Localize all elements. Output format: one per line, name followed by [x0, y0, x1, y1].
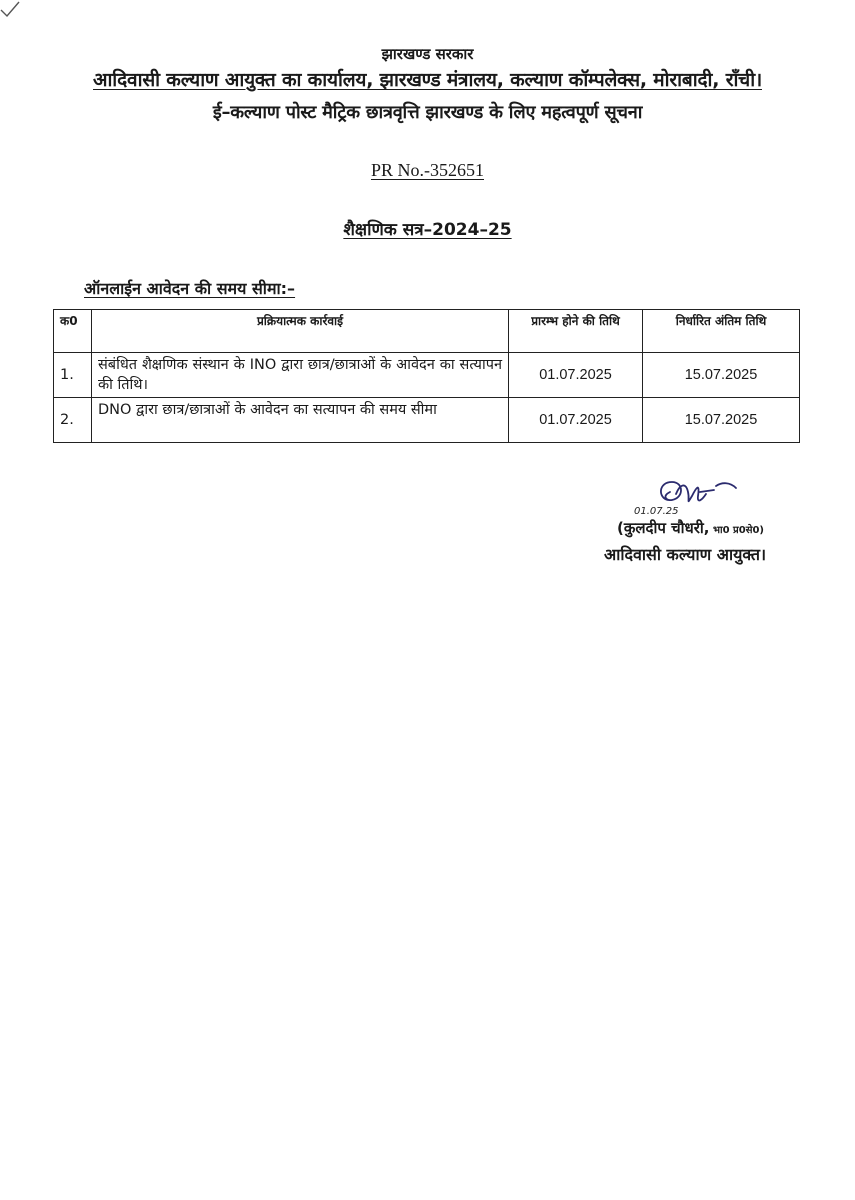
row-end-date: 15.07.2025: [643, 353, 800, 398]
signatory-designation: आदिवासी कल्याण आयुक्त।: [604, 545, 767, 564]
academic-session: शैक्षणिक सत्र–2024–25: [343, 220, 512, 240]
signatory-name: [617, 518, 764, 538]
row-end-date: 15.07.2025: [643, 398, 800, 443]
signatory-degree: भा0 प्र0से0): [709, 525, 764, 536]
row-start-date: 01.07.2025: [509, 398, 643, 443]
corner-tick-mark: [0, 0, 20, 18]
header-action: प्रक्रियात्मक कार्रवाई: [92, 310, 509, 353]
notice-title: ई–कल्याण पोस्ट मैट्रिक छात्रवृत्ति झारखण्ड के लिए महत्वपूर्ण सूचना: [212, 102, 643, 123]
row-serial: 1.: [54, 353, 92, 398]
signatory-name-text: (कुलदीप चौधरी,: [617, 519, 710, 537]
government-name: झारखण्ड सरकार: [381, 45, 474, 63]
header-end-date: निर्धारित अंतिम तिथि: [643, 310, 800, 353]
table-row: [54, 353, 800, 398]
row-action: संबंधित शैक्षणिक संस्थान के INO द्वारा छात्र/छात्राओं के आवेदन का सत्यापन की तिथि।: [92, 353, 509, 398]
schedule-table: [53, 309, 800, 443]
section-title: ऑनलाईन आवेदन की समय सीमा:–: [84, 279, 296, 298]
header-start-date: प्रारम्भ होने की तिथि: [509, 310, 643, 353]
signature-date: 01.07.25: [634, 506, 679, 517]
row-serial: 2.: [54, 398, 92, 443]
table-header-row: [54, 310, 800, 353]
row-action: DNO द्वारा छात्र/छात्राओं के आवेदन का सत्यापन की समय सीमा: [92, 398, 509, 443]
pr-number: PR No.-352651: [370, 160, 484, 180]
table-row: [54, 398, 800, 443]
office-address: आदिवासी कल्याण आयुक्त का कार्यालय, झारखण्ड मंत्रालय, कल्याण कॉम्पलेक्स, मोराबादी, राँची।: [93, 69, 762, 91]
header-serial: क0: [54, 310, 92, 353]
row-start-date: 01.07.2025: [509, 353, 643, 398]
